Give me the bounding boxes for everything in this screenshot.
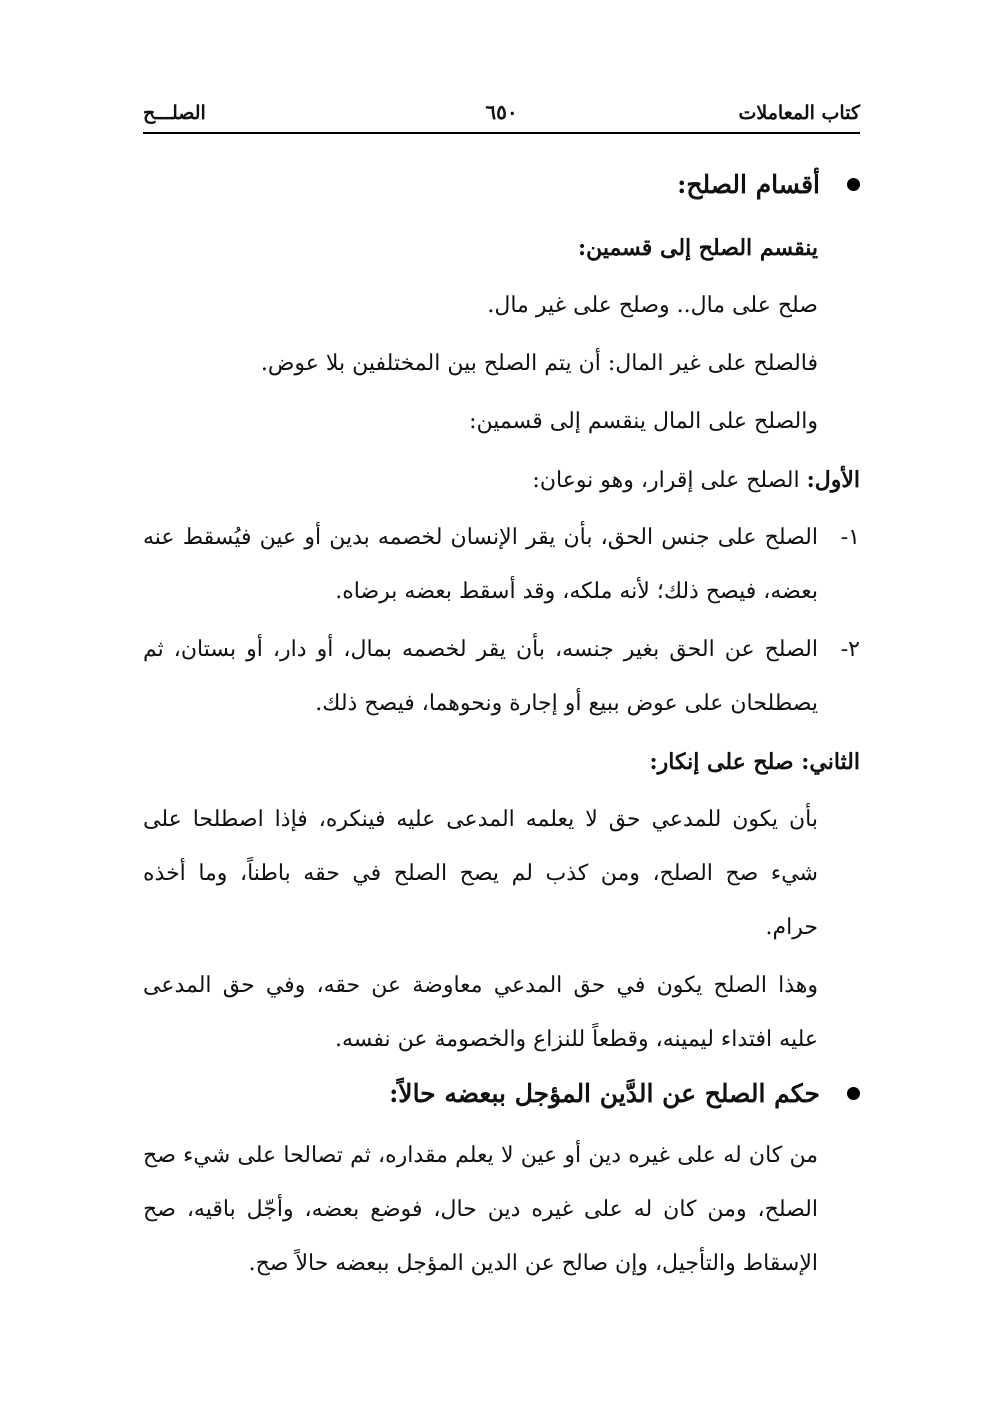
list-item-2-cont: يصطلحان على عوض ببيع أو إجارة ونحوهما، فيصح ذلك. <box>315 691 818 716</box>
heading-text: أقسام الصلح: <box>677 170 820 199</box>
bullet-icon <box>847 1087 860 1100</box>
list-number: ٢- <box>840 637 860 662</box>
list-item-2 <box>143 630 860 670</box>
paragraph-line: عليه افتداء ليمينه، وقطعاً للنزاع والخصومة عن نفسه. <box>334 1027 818 1052</box>
paragraph-line: الإسقاط والتأجيل، وإن صالح عن الدين المؤجل ببعضه حالاً صح. <box>248 1251 818 1276</box>
list-item-text: الصلح عن الحق بغير جنسه، بأن يقر لخصمه بمال، أو دار، أو بستان، ثم <box>143 637 818 662</box>
text-line: فالصلح على غير المال: أن يتم الصلح بين المختلفين بلا عوض. <box>260 351 818 376</box>
heading-text: حكم الصلح عن الدَّين المؤجل ببعضه حالاً: <box>389 1079 820 1108</box>
first-type-label: الأول: <box>806 467 860 493</box>
bullet-icon <box>847 178 860 191</box>
list-number: ١- <box>840 525 860 550</box>
paragraph-line: الصلح، ومن كان له على غيره دين حال، فوضع بعضه، وأجّل باقيه، صح <box>143 1197 818 1222</box>
subheading-two-types: ينقسم الصلح إلى قسمين: <box>577 235 818 261</box>
paragraph-line: حرام. <box>765 915 818 940</box>
book-title: كتاب المعاملات <box>738 102 860 124</box>
page-header <box>143 100 860 130</box>
paragraph-line: وهذا الصلح يكون في حق المدعي معاوضة عن حقه، وفي حق المدعى <box>143 973 818 998</box>
section-heading-ruling <box>143 1074 860 1114</box>
paragraph-line: شيء صح الصلح، ومن كذب لم يصح الصلح في حقه باطناً، وما أخذه <box>143 861 818 886</box>
page-number: ٦٥٠ <box>485 100 518 124</box>
text-line: والصلح على المال ينقسم إلى قسمين: <box>469 409 818 434</box>
first-type-text: الصلح على إقرار، وهو نوعان: <box>532 468 807 493</box>
paragraph-line: من كان له على غيره دين أو عين لا يعلم مقداره، ثم تصالحا على شيء صح <box>143 1143 818 1168</box>
list-item-1 <box>143 518 860 558</box>
first-type-line <box>143 460 860 500</box>
section-heading-types <box>143 165 860 205</box>
paragraph-line: بأن يكون للمدعي حق لا يعلمه المدعى عليه فينكره، فإذا اصطلحا على <box>143 807 818 832</box>
header-rule <box>143 132 860 134</box>
text-line: صلح على مال.. وصلح على غير مال. <box>487 293 818 318</box>
second-type-heading: الثاني: صلح على إنكار: <box>649 749 860 775</box>
list-item-text: الصلح على جنس الحق، بأن يقر الإنسان لخصمه بدين أو عين فيُسقط عنه <box>143 525 818 550</box>
chapter-title: الصلـــح <box>143 102 206 124</box>
list-item-1-cont: بعضه، فيصح ذلك؛ لأنه ملكه، وقد أسقط بعضه برضاه. <box>335 579 818 604</box>
